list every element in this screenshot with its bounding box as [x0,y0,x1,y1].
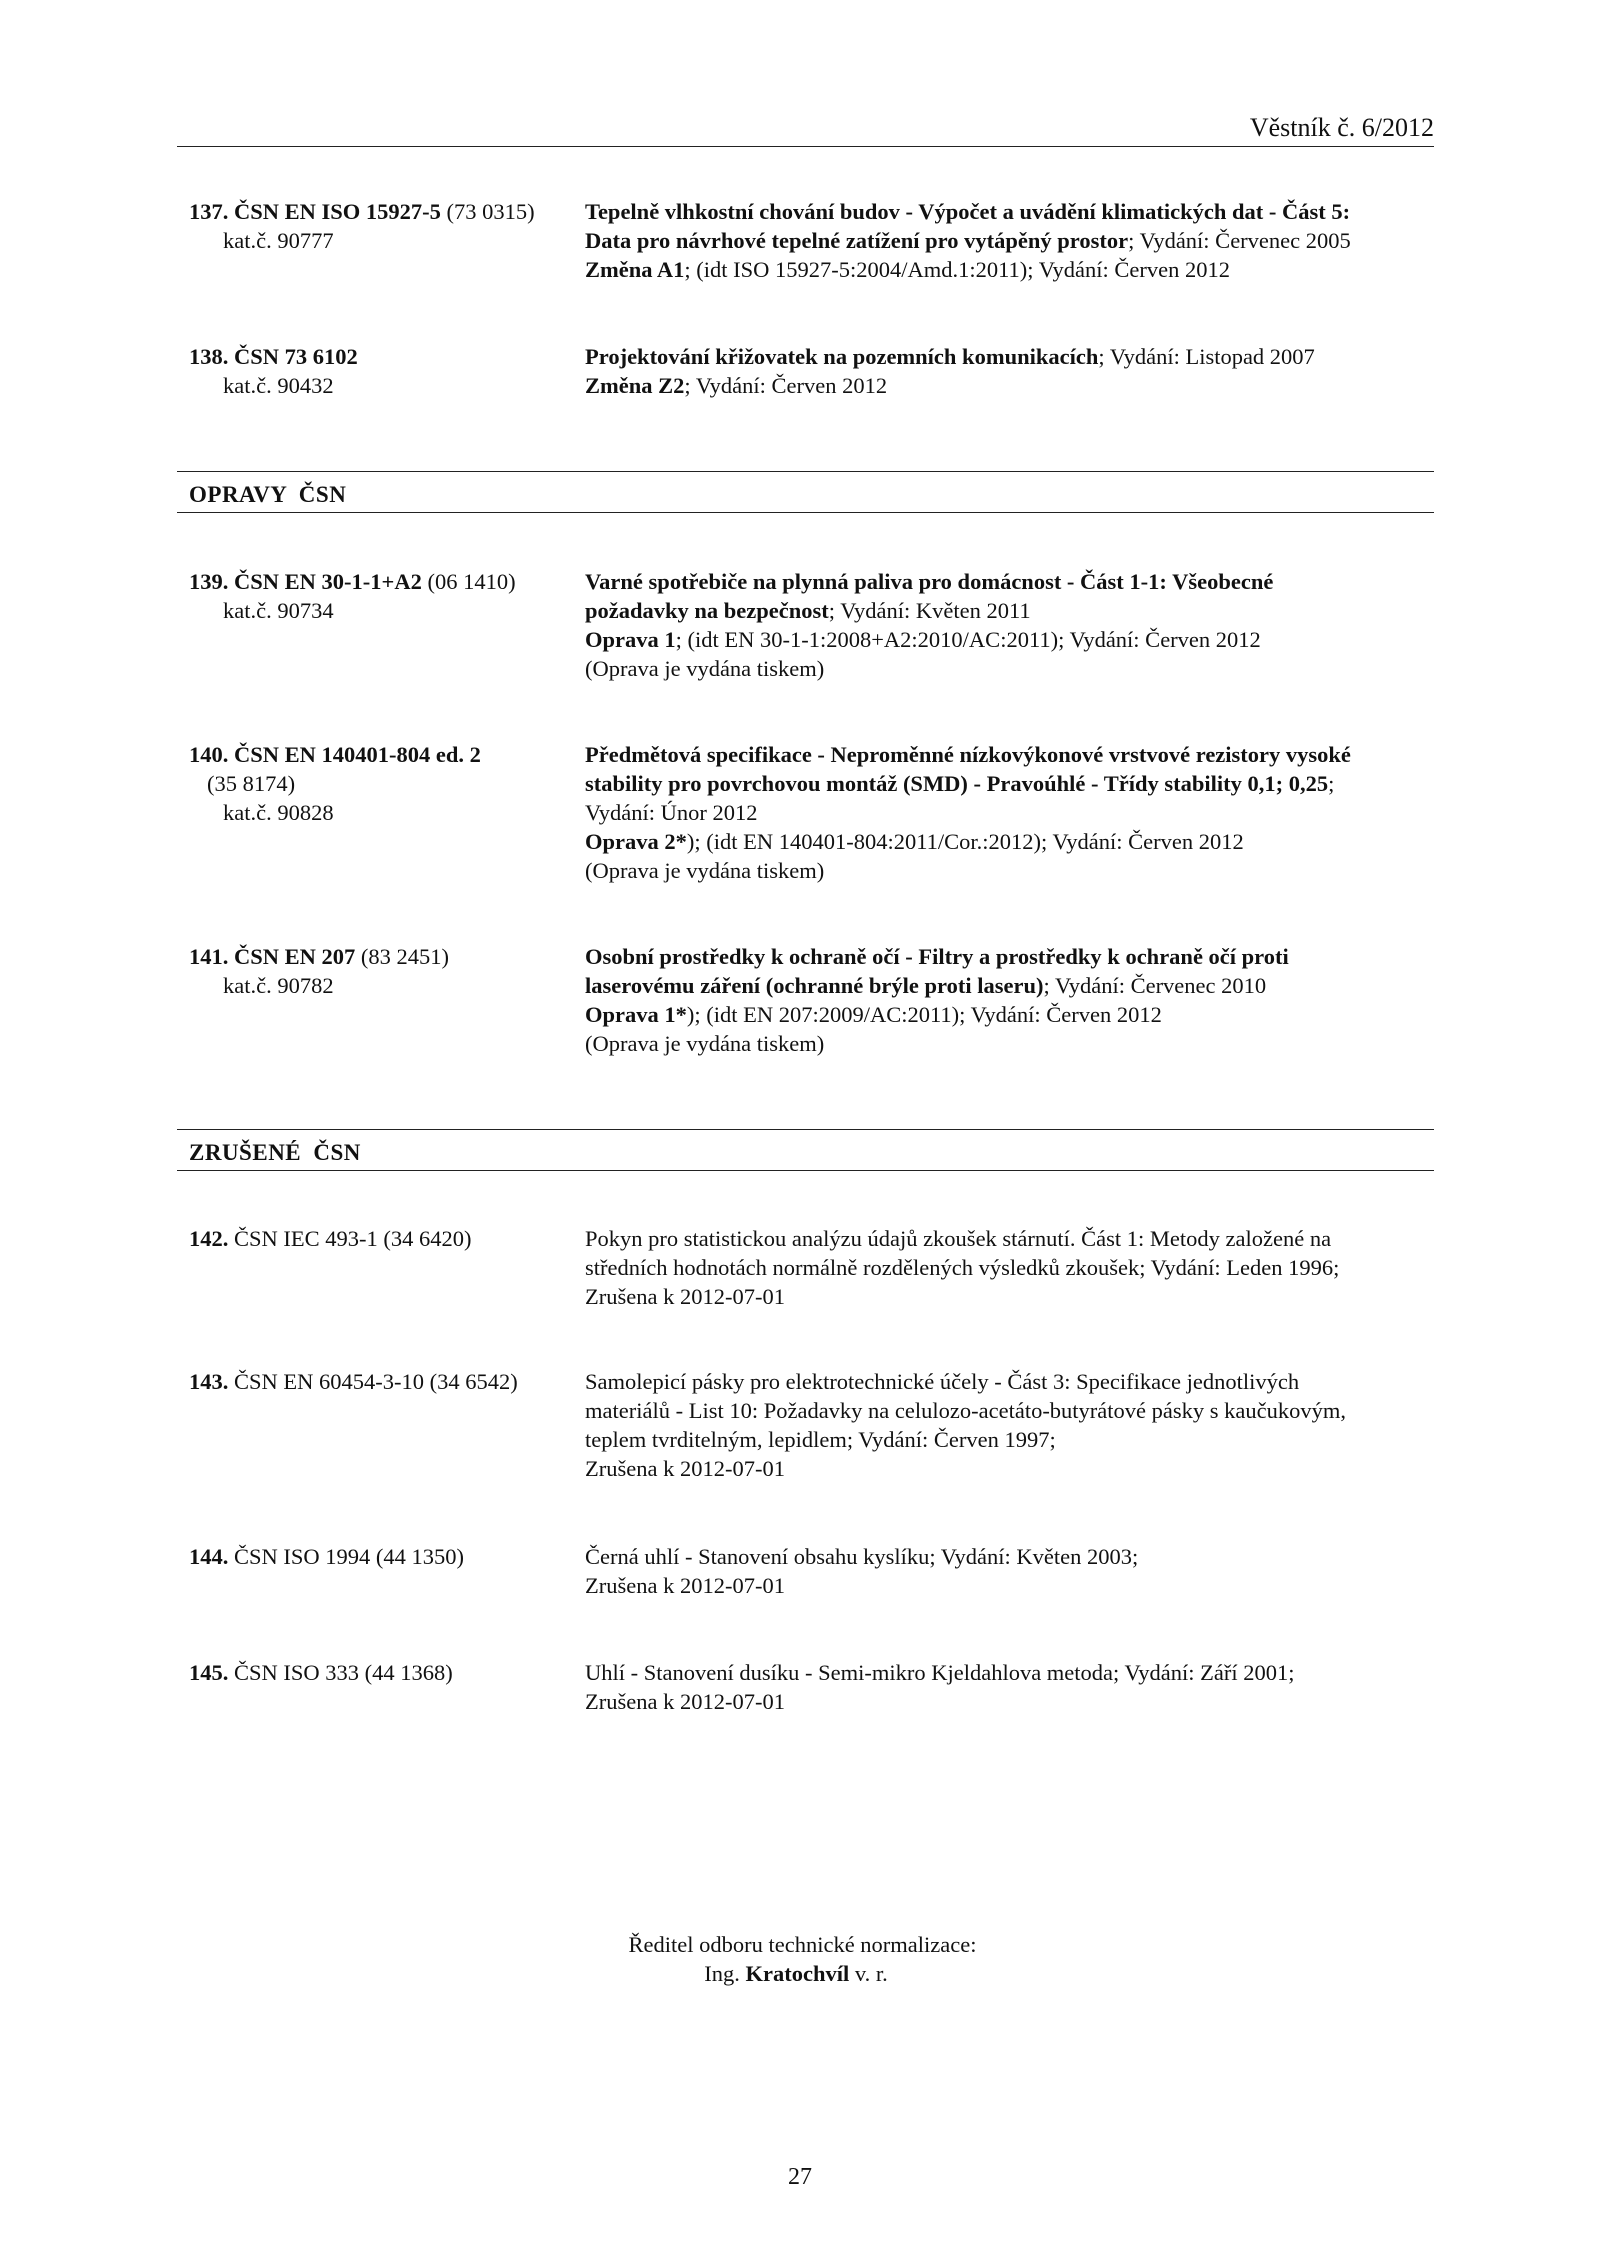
entry-description [585,942,1435,1058]
entry-line: středních hodnotách normálně rozdělených výsledků zkoušek; Vydání: Leden 1996; [585,1255,1340,1280]
entry-catalog: kat.č. 90828 [223,800,334,825]
entry-number: 144. [189,1544,229,1569]
entry-description [585,197,1435,284]
header-rule [177,146,1434,147]
entry-title-cont: laserovému záření (ochranné brýle proti laseru) [585,973,1044,998]
entry-line: teplem tvrditelným, lepidlem; Vydání: Červen 1997; [585,1427,1056,1452]
entry-change: Změna A1 [585,257,685,282]
entry-note: (Oprava je vydána tiskem) [585,656,825,681]
entry-change: Změna Z2 [585,373,685,398]
entry-title: Varné spotřebiče na plynná paliva pro domácnost - Část 1-1: Všeobecné [585,569,1274,594]
entry-catalog: kat.č. 90777 [223,228,334,253]
section-header-opravy [177,471,1434,513]
entry-line: Samolepicí pásky pro elektrotechnické účely - Část 3: Specifikace jednotlivých [585,1369,1300,1394]
entry-line: Černá uhlí - Stanovení obsahu kyslíku; Vydání: Květen 2003; [585,1544,1139,1569]
page-number: 27 [788,2164,812,2190]
entry-title: Předmětová specifikace - Neproměnné nízkovýkonové vrstvové rezistory vysoké [585,742,1351,767]
entry-code: ČSN EN 140401-804 ed. 2 [234,742,481,767]
entry-id [189,1224,569,1253]
entry-description [585,740,1435,885]
entry-code: ČSN ISO 1994 (44 1350) [234,1544,465,1569]
entry-code: ČSN EN ISO 15927-5 [234,199,441,224]
entry-line: Zrušena k 2012-07-01 [585,1284,785,1309]
entry-change: Oprava 1* [585,1002,687,1027]
entry-issue: ; Vydání: Červenec 2010 [1043,973,1267,998]
entry-description [585,1367,1435,1483]
entry-code: ČSN IEC 493-1 (34 6420) [234,1226,472,1251]
entry-issue: ; Vydání: Červenec 2005 [1128,228,1351,253]
entry-issue: ; Vydání: Květen 2011 [828,598,1031,623]
entry-number: 143. [189,1369,229,1394]
entry-id [189,342,569,400]
entry-title: Projektování křižovatek na pozemních komunikacích [585,344,1099,369]
entry-line: materiálů - List 10: Požadavky na celulozo-acetáto-butyrátové pásky s kaučukovým, [585,1398,1347,1423]
entry-change: Oprava 1 [585,627,676,652]
signature-prefix: Ing. [704,1961,740,1986]
entry-catalog: kat.č. 90734 [223,598,334,623]
entry-description [585,1224,1435,1311]
entry-description [585,567,1435,683]
entry-line: Zrušena k 2012-07-01 [585,1573,785,1598]
entry-number: 139. [189,569,229,594]
section-title: ZRUŠENÉ ČSN [189,1140,361,1165]
entry-title-cont: stability pro povrchovou montáž (SMD) - Pravoúhlé - Třídy stability 0,1; 0,25 [585,771,1329,796]
entry-class: (83 2451) [360,944,450,969]
entry-number: 137. [189,199,229,224]
entry-description [585,1658,1435,1716]
entry-title-cont: požadavky na bezpečnost [585,598,829,623]
entry-change-details: ; Vydání: Červen 2012 [684,373,888,398]
entry-catalog: kat.č. 90432 [223,373,334,398]
entry-class: (35 8174) [207,771,296,796]
signature-suffix: v. r. [854,1961,888,1986]
signature-block [0,1930,1600,1988]
entry-change-details: ; (idt EN 30-1-1:2008+A2:2010/AC:2011); Vydání: Červen 2012 [675,627,1261,652]
entry-id [189,1542,569,1571]
signature-role: Ředitel odboru technické normalizace: [628,1932,977,1957]
bulletin-title: Věstník č. 6/2012 [1249,113,1434,142]
entry-line: Zrušena k 2012-07-01 [585,1456,785,1481]
entry-class: (06 1410) [427,569,516,594]
entry-change-details: ); (idt EN 140401-804:2011/Cor.:2012); Vydání: Červen 2012 [686,829,1244,854]
entry-number: 142. [189,1226,229,1251]
entry-code: ČSN EN 60454-3-10 (34 6542) [234,1369,518,1394]
entry-title-cont: Data pro návrhové tepelné zatížení pro vytápěný prostor [585,228,1129,253]
entry-title: Osobní prostředky k ochraně očí - Filtry a prostředky k ochraně očí proti [585,944,1289,969]
entry-code: ČSN EN 30-1-1+A2 [234,569,422,594]
entry-issue: Vydání: Únor 2012 [585,800,758,825]
entry-line: Uhlí - Stanovení dusíku - Semi-mikro Kjeldahlova metoda; Vydání: Září 2001; [585,1660,1295,1685]
entry-code: ČSN ISO 333 (44 1368) [234,1660,453,1685]
entry-change-details: ); (idt EN 207:2009/AC:2011); Vydání: Červen 2012 [686,1002,1162,1027]
entry-issue: ; Vydání: Listopad 2007 [1098,344,1315,369]
entry-catalog: kat.č. 90782 [223,973,334,998]
entry-id [189,197,569,255]
entry-code: ČSN 73 6102 [234,344,358,369]
entry-change-details: ; (idt ISO 15927-5:2004/Amd.1:2011); Vydání: Červen 2012 [684,257,1230,282]
entry-id [189,1367,569,1396]
entry-line: Pokyn pro statistickou analýzu údajů zkoušek stárnutí. Část 1: Metody založené na [585,1226,1332,1251]
entry-id [189,1658,569,1687]
entry-description [585,342,1435,400]
entry-note: (Oprava je vydána tiskem) [585,1031,825,1056]
entry-title: Tepelně vlhkostní chování budov - Výpočet a uvádění klimatických dat - Část 5: [585,199,1351,224]
entry-description [585,1542,1435,1600]
entry-note: (Oprava je vydána tiskem) [585,858,825,883]
entry-number: 140. [189,742,229,767]
entry-class: (73 0315) [446,199,535,224]
entry-id [189,740,569,827]
entry-number: 141. [189,944,229,969]
entry-line: Zrušena k 2012-07-01 [585,1689,785,1714]
entry-title-punct: ; [1328,771,1335,796]
entry-number: 145. [189,1660,229,1685]
entry-id [189,942,569,1000]
entry-change: Oprava 2* [585,829,687,854]
section-header-zrusene [177,1129,1434,1171]
section-title: OPRAVY ČSN [189,482,347,507]
entry-code: ČSN EN 207 [234,944,356,969]
entry-id [189,567,569,625]
entry-number: 138. [189,344,229,369]
signature-name: Kratochvíl [745,1961,850,1986]
